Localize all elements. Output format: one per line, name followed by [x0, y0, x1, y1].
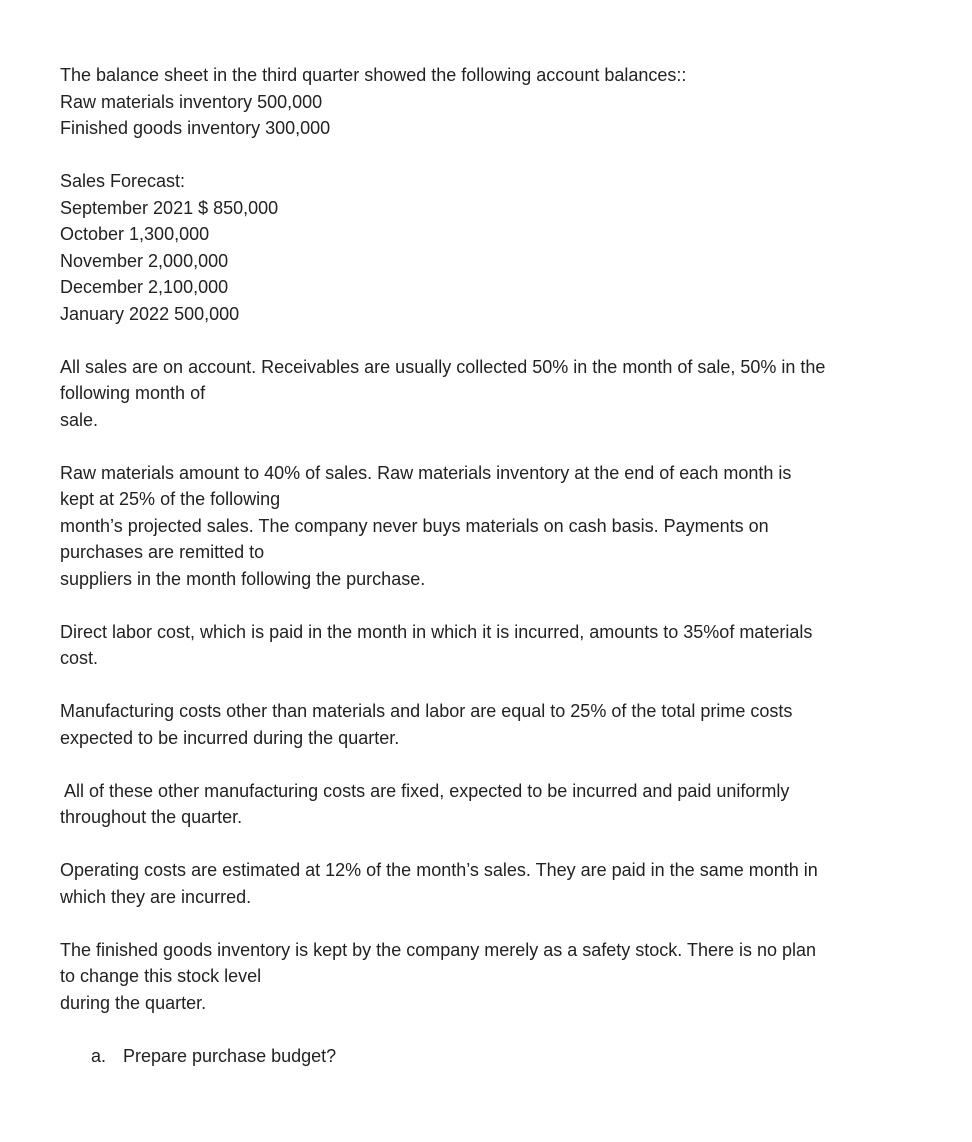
paragraph-line: The finished goods inventory is kept by the company merely as a safety stock. There is no plan [60, 939, 817, 960]
spacer [60, 327, 910, 354]
paragraph-line: which they are incurred. [60, 886, 252, 907]
spacer [60, 831, 910, 858]
paragraph-line: throughout the quarter. [60, 807, 243, 827]
finished-goods-paragraph [60, 937, 910, 1017]
paragraph-line: month’s projected sales. The company never buys materials on cash basis. Payments on [60, 515, 769, 536]
paragraph-line: expected to be incurred during the quarter. [60, 727, 400, 748]
sales-forecast-section [60, 168, 910, 327]
document-page [60, 62, 910, 1069]
finished-goods-balance: Finished goods inventory 300,000 [60, 118, 331, 138]
fixed-costs-paragraph [60, 778, 910, 831]
spacer [60, 1016, 910, 1043]
raw-materials-paragraph [60, 460, 910, 593]
paragraph-line: following month of [60, 383, 206, 403]
paragraph-line: All sales are on account. Receivables are usually collected 50% in the month of sale, 50% in the [60, 356, 826, 377]
spacer [60, 751, 910, 778]
paragraph-line: Raw materials amount to 40% of sales. Raw materials inventory at the end of each month is [60, 462, 792, 483]
question-marker: a. [91, 1045, 107, 1066]
spacer [60, 672, 910, 699]
balance-section [60, 62, 910, 142]
paragraph-line: suppliers in the month following the purchase. [60, 568, 426, 589]
paragraph-line: Manufacturing costs other than materials and labor are equal to 25% of the total prime costs [60, 701, 793, 721]
paragraph-line: Direct labor cost, which is paid in the month in which it is incurred, amounts to 35%of materials [60, 621, 813, 642]
paragraph-line: to change this stock level [60, 966, 262, 986]
question-item [60, 1043, 910, 1070]
forecast-row: November 2,000,000 [60, 250, 229, 271]
spacer [60, 592, 910, 619]
forecast-row: January 2022 500,000 [60, 303, 240, 324]
paragraph-line: cost. [60, 648, 99, 668]
forecast-row: October 1,300,000 [60, 224, 210, 244]
spacer [60, 433, 910, 460]
forecast-row: September 2021 $ 850,000 [60, 197, 279, 218]
operating-costs-paragraph [60, 857, 910, 910]
receivables-paragraph [60, 354, 910, 434]
question-text: Prepare purchase budget? [123, 1045, 337, 1066]
paragraph-line: purchases are remitted to [60, 542, 265, 562]
paragraph-line: sale. [60, 409, 99, 430]
sales-forecast-heading: Sales Forecast: [60, 171, 186, 191]
paragraph-line: during the quarter. [60, 992, 207, 1013]
manufacturing-paragraph [60, 698, 910, 751]
paragraph-line: Operating costs are estimated at 12% of the month’s sales. They are paid in the same month in [60, 860, 818, 880]
direct-labor-paragraph [60, 619, 910, 672]
forecast-row: December 2,100,000 [60, 277, 229, 297]
spacer [60, 142, 910, 169]
raw-materials-balance: Raw materials inventory 500,000 [60, 91, 323, 112]
spacer [60, 910, 910, 937]
balance-intro: The balance sheet in the third quarter showed the following account balances:: [60, 65, 687, 85]
paragraph-line: kept at 25% of the following [60, 489, 281, 509]
paragraph-line: All of these other manufacturing costs are fixed, expected to be incurred and paid uniformly [60, 780, 790, 801]
